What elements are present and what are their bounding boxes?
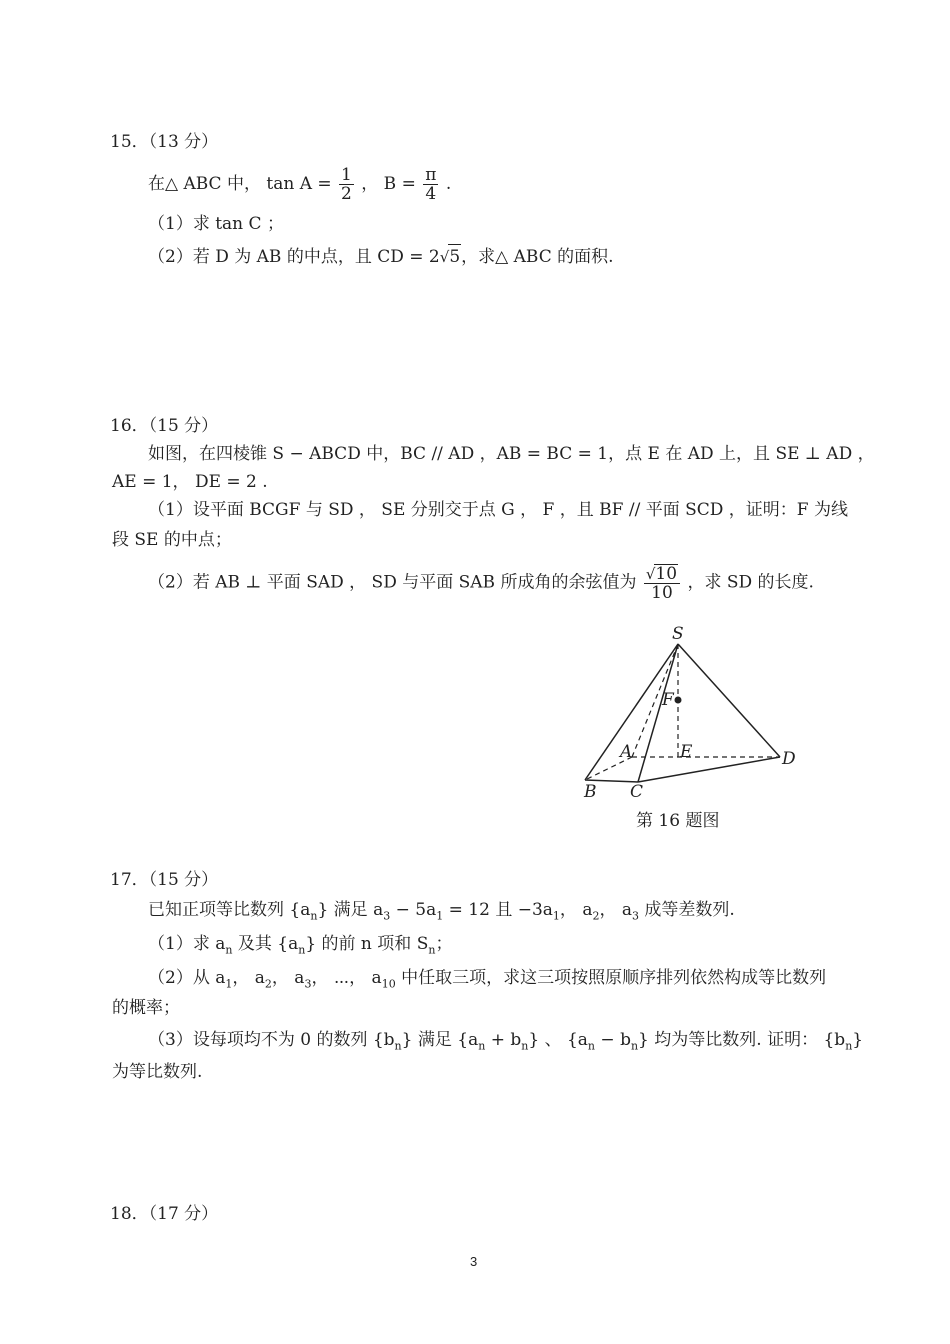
q17-part3-line2: 为等比数列.: [112, 1062, 203, 1082]
q16-part1-line1: （1）设平面 BCGF 与 SD ， SE 分别交于点 G ， F ，且 BF // 平面 SCD ，证明：F 为线: [148, 500, 848, 520]
label-c: C: [630, 782, 644, 802]
q17-part3-line1: （3）设每项均不为 0 的数列 $\{b_n\}$ 满足 $\{a_n + b_n\}$ 、 $\{a_n - b_n\}$ 均为等比数列. 证明： $\{b_n\}$: [148, 1030, 864, 1053]
q16-stem-line2: AE = 1， DE = 2 .: [112, 472, 268, 492]
label-d: D: [782, 749, 796, 769]
label-s: S: [672, 624, 684, 644]
label-f: F: [662, 690, 674, 710]
edge-sc: [638, 644, 678, 782]
page-number: 3: [470, 1254, 478, 1269]
figure-caption: 第 16 题图: [636, 811, 720, 831]
q15-stem-lead: 在△ ABC 中，: [148, 174, 261, 194]
q15-b-eq: ， B =: [361, 174, 416, 194]
q17-part1: （1）求 $a_n$ 及其 $\{a_n\}$ 的前 n 项和 $S_n$；: [148, 934, 453, 957]
label-e: E: [680, 742, 693, 762]
q15-part1: （1）求 tan C ；: [148, 214, 284, 234]
q16-header: 16．（15 分）: [110, 416, 219, 436]
q15-stem: [148, 166, 451, 203]
edge-cd: [638, 757, 780, 782]
q16-part2: （2）若 AB ⊥ 平面 SAD ， SD 与平面 SAB 所成角的余弦值为 $\frac{√10}{10}$ ，求 SD 的长度.: [148, 564, 814, 603]
q16-part1-line2: 段 SE 的中点；: [112, 530, 232, 550]
q17-part2-line2: 的概率；: [112, 998, 180, 1018]
q15-half-fraction: $\frac{1}{2}$: [341, 165, 352, 204]
q16-cos-fraction: $\frac{√10}{10}$: [644, 564, 680, 602]
q17-part2-line1: （2）从 $a_1$， $a_2$， $a_3$， ⋯， $a_{10}$ 中任取三项，求这三项按照原顺序排列依然构成等比数列: [148, 968, 827, 991]
q17-stem: 已知正项等比数列 $\{a_n\}$ 满足 $a_3 - 5a_1 = 12$ 且 $-3a_1$， $a_2$， $a_3$ 成等差数列.: [148, 900, 735, 923]
point-f: [675, 697, 682, 704]
edge-sd: [678, 644, 780, 757]
pyramid-figure: [570, 620, 810, 805]
q16-stem-line1: 如图，在四棱锥 S − ABCD 中，BC // AD ，AB = BC = 1，点 E 在 AD 上，且 SE ⊥ AD ，: [148, 444, 875, 464]
label-a: A: [620, 742, 633, 762]
q15-header: 15．（13 分）: [110, 132, 219, 152]
label-b: B: [584, 782, 597, 802]
q15-part2: （2）若 D 为 AB 的中点，且 CD = 2√5，求△ ABC 的面积.: [148, 244, 614, 269]
q18-header: 18．（17 分）: [110, 1204, 219, 1224]
q15-stem-end: .: [445, 174, 452, 194]
q17-header: 17．（15 分）: [110, 870, 219, 890]
q15-pi-fraction: $\frac{\pi}{4}$: [425, 165, 437, 204]
q15-tan-a: tan A =: [266, 174, 332, 194]
